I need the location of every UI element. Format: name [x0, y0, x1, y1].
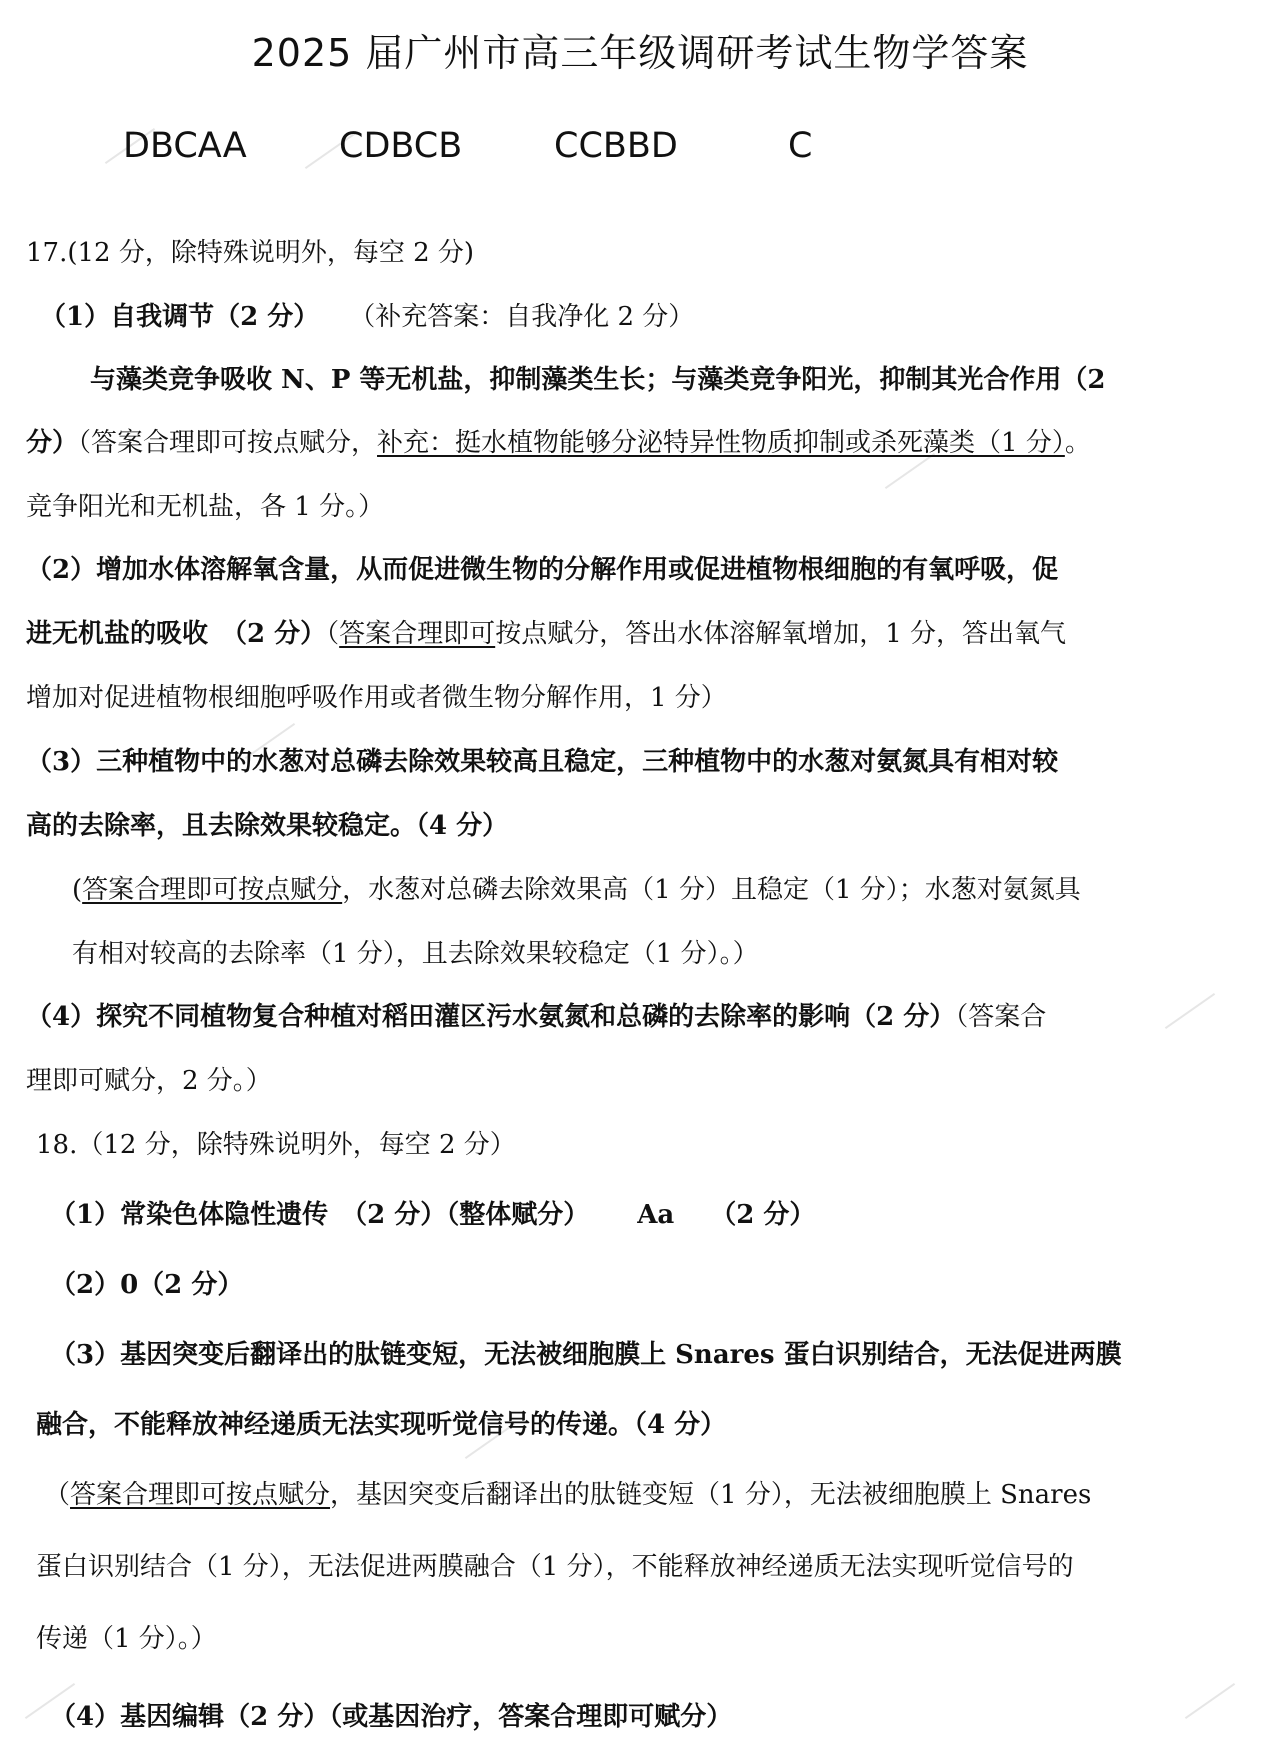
q17-part2-score: 进无机盐的吸收 （2 分）	[26, 619, 327, 649]
q18-part1	[50, 1198, 1258, 1232]
q17-part2-line1: （2）增加水体溶解氧含量，从而促进微生物的分解作用或促进植物根细胞的有氧呼吸，促	[26, 555, 1059, 585]
mcq-answer-group-2: CDBCB	[339, 126, 463, 166]
q17-part1-answer: （1）自我调节（2 分）	[40, 302, 320, 332]
q17-part1b-line2	[26, 426, 1258, 460]
q18-part3-note: ，基因突变后翻译出的肽链变短（1 分），无法被细胞膜上 Snares	[330, 1480, 1092, 1510]
q17-part4-answer: （4）探究不同植物复合种植对稻田灌区污水氨氮和总磷的去除率的影响（2 分）	[26, 1002, 956, 1032]
q17-part2-note: 按点赋分，答出水体溶解氧增加，1 分，答出氧气	[495, 619, 1066, 649]
q17-part2-line2	[26, 617, 1258, 651]
q18-part2: （2）0（2 分）	[50, 1270, 244, 1300]
page-title: 2025 届广州市高三年级调研考试生物学答案	[251, 31, 1029, 75]
q17-part3-line4: 有相对较高的去除率（1 分），且去除效果较稳定（1 分）。）	[72, 939, 759, 969]
mcq-answer-group-1: DBCAA	[123, 126, 247, 166]
q17-part1b-line1: 与藻类竞争吸收 N、P 等无机盐，抑制藻类生长；与藻类竞争阳光，抑制其光合作用（2	[90, 365, 1106, 395]
q18-part3-line5: 传递（1 分）。）	[36, 1624, 217, 1654]
q17-part1b-note: （答案合理即可按点赋分，	[78, 428, 378, 458]
q18-part1-answer: （1）常染色体隐性遗传 （2 分）（整体赋分）	[50, 1200, 590, 1230]
q17-part2-open: （	[326, 619, 340, 649]
q18-part4: （4）基因编辑（2 分）（或基因治疗，答案合理即可赋分）	[50, 1702, 733, 1732]
q17-part1	[40, 300, 1258, 334]
q17-part3-line2: 高的去除率，且去除效果较稳定。（4 分）	[26, 811, 509, 841]
q17-part1b-line3: 竞争阳光和无机盐，各 1 分。）	[26, 492, 385, 522]
q17-part3-note: ，水葱对总磷去除效果高（1 分）且稳定（1 分）；水葱对氨氮具	[342, 875, 1081, 905]
q17-part4-line2: 理即可赋分，2 分。）	[26, 1066, 272, 1096]
q18-part3-line3	[44, 1478, 1258, 1512]
q17-part1b-end: 。	[1064, 428, 1091, 458]
q17-part2-note-underlined: 答案合理即可	[339, 619, 496, 649]
q18-part3-open: （	[44, 1480, 71, 1510]
q17-part3-note-underlined: 答案合理即可按点赋分	[82, 875, 343, 905]
q18-part3-line4: 蛋白识别结合（1 分），无法促进两膜融合（1 分），不能释放神经递质无法实现听觉信号的	[36, 1552, 1074, 1582]
q18-part1-genotype: Aa	[637, 1200, 675, 1230]
q17-header: 17.(12 分，除特殊说明外，每空 2 分)	[26, 238, 475, 268]
q17-part3-open: (	[72, 875, 83, 905]
q17-part3-line3	[72, 873, 1258, 907]
mcq-answer-group-4: C	[788, 126, 813, 166]
q17-part1b-score: 分）	[26, 428, 79, 458]
mcq-answer-group-3: CCBBD	[554, 126, 678, 166]
q18-part3-line1: （3）基因突变后翻译出的肽链变短，无法被细胞膜上 Snares 蛋白识别结合，无法促进两膜	[50, 1340, 1122, 1370]
q17-part1-supplement: （补充答案：自我净化 2 分）	[349, 302, 695, 332]
q17-part1b-supplement: 补充：挺水植物能够分泌特异性物质抑制或杀死藻类（1 分）	[377, 428, 1065, 458]
q18-header: 18.（12 分，除特殊说明外，每空 2 分）	[36, 1130, 516, 1160]
q17-part2-line3: 增加对促进植物根细胞呼吸作用或者微生物分解作用，1 分）	[26, 683, 727, 713]
q17-part3-line1: （3）三种植物中的水葱对总磷去除效果较高且稳定，三种植物中的水葱对氨氮具有相对较	[26, 747, 1059, 777]
q17-part4-note: （答案合	[955, 1002, 1047, 1032]
q18-part1-score: （2 分）	[710, 1200, 816, 1230]
q17-part4-line1	[26, 1000, 1258, 1034]
q18-part3-line2: 融合，不能释放神经递质无法实现听觉信号的传递。（4 分）	[36, 1410, 727, 1440]
q18-part3-note-underlined: 答案合理即可按点赋分	[70, 1480, 331, 1510]
